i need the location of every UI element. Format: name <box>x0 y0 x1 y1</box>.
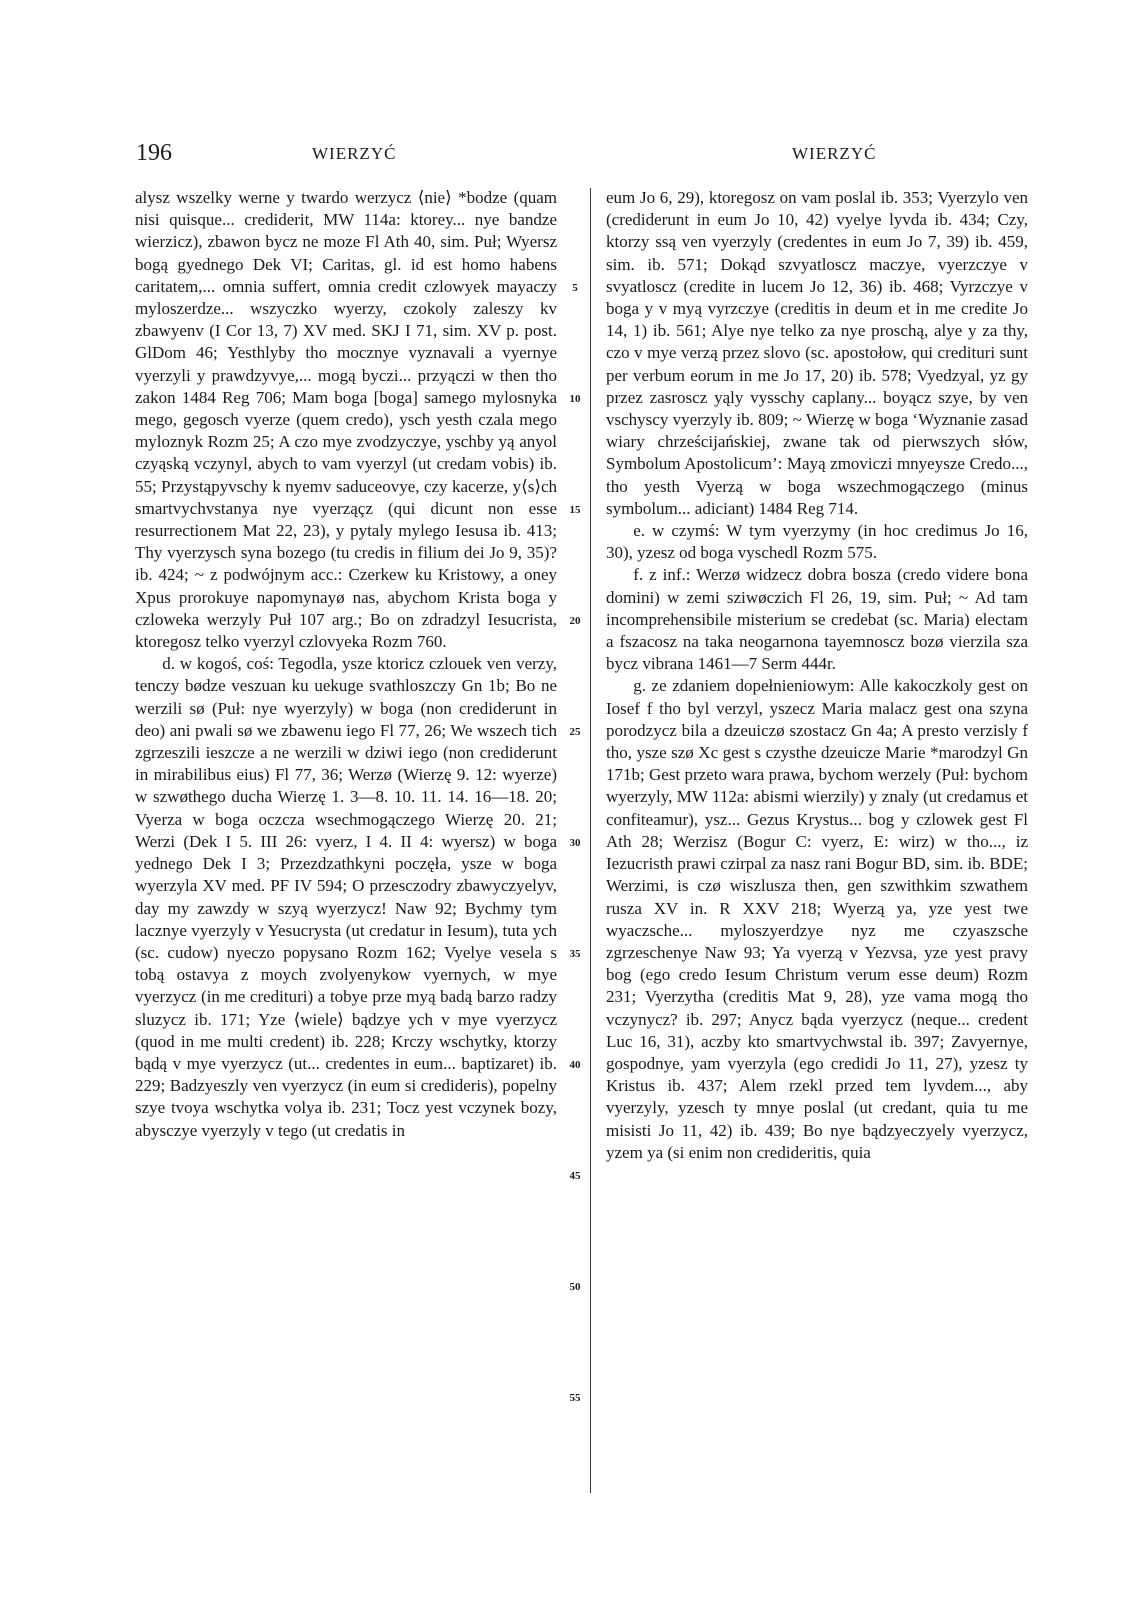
line-number: 55 <box>569 1392 581 1404</box>
right-paragraph: e. w czymś: W tym vyerzymy (in hoc credimus Jo 16, 30), yzesz od boga vyschedl Rozm 575. <box>606 521 1028 563</box>
line-numbers <box>565 187 589 1497</box>
right-paragraph: eum Jo 6, 29), ktoregosz on vam poslal ib. 353; Vyerzylo ven (crediderunt in eum Jo 10, 42) vyelye lyvda ib. 434; Czy, ktorzy ssą ven vyerzyly (credentes in eum Jo 7, 39) ib. 459, sim. ib. 571; Dokąd szvyatloscz maczye, vyerzczye v svyatloscz (credite in lucem Jo 12, 36) ib. 468; Vyrzczye v boga y v myą vyrzczye (creditis in deum et in me credite Jo 14, 1) ib. 561; Alye nye telko za nye proschą, alye y za thy, czo v mye verzą przez slovo (sc. apostołow, qui crediturі sunt per verbum eorum in me Jo 17, 20) ib. 578; Vyedzyal, yz gy przez zasroscz yąly vysschy caplany... boyącz szye, by ven vschyscy vyerzyly ib. 809; ~ Wierzę w boga ‘Wyznanie zasad wiary chrześcijańskiej, zwane tak od pierwszych słów, Symbolum Apostolicum’: Mayą zmoviczi mnyeysze Credo..., tho yesth Vyerzą w boga wszechmogączego (minus symbolum... adiciant) 1484 Reg 714. <box>606 188 1028 518</box>
line-number: 15 <box>569 504 581 516</box>
left-paragraph: d. w kogoś, coś: Tegodla, ysze ktoricz czlouek ven verzy, tenczy bødze veszuan ku uekuge svathloszczy Gn 1b; Bo ne werzili sø (Puł: nye wyerzyly) w boga (non crediderunt in deo) ani pwali sø we zbawenu iego Fl 77, 26; We wszech tich zgrzeszili ieszcze a ne werzili w dziwi iego (non crediderunt in mirabilibus eius) Fl 77, 36; Werzø (Wierzę 9. 12: wyerze) w szwøthego ducha Wierzę 1. 3—8. 10. 11. 14. 16—18. 20; Vyerza w boga oczcza wsechmogączego Wierzę 20. 21; Werzi (Dek I 5. III 26: vyerz, I 4. II 4: wyersz) w boga yednego Dek I 3; Przezdzathkyni poczęła, ysze w boga wyerzyla XV med. PF IV 594; O przesczodry zbawyczyelyv, day my zawzdy w szyą wyerzycz! Naw 92; Bychmy tym lacznye vyerzyly v Yesucrysta (ut credatur in Iesum), tuta ych (sc. cudow) nyeczo popysano Rozm 162; Vyelye vesela s tobą ostavya z moych zvolyenykow vyernych, w mye vyerzycz (in me crediturі) a tobye prze myą badą barzo radzy sluzycz ib. 171; Yze ⟨wiele⟩ bądzye ych v mye vyerzycz (quod in me multi credent) ib. 228; Krczy wschytky, ktorzy bądą v mye vyerzycz (ut... credentes in eum... baptizaret) ib. 229; Badzyeszly ven vyerzycz (in eum si credideris), popelny szye tvoya wschytka volya ib. 231; Tocz yest vczynek bozy, abysczye vyerzyly v tego (ut credatis in <box>135 654 557 1140</box>
line-number: 35 <box>569 948 581 960</box>
right-paragraph: f. z inf.: Werzø widzecz dobra bosza (credo videre bona domini) w zemi sziwøczich Fl 26, 19, sim. Puł; ~ Ad tam incomprehensibile misterium se credebat (sc. Maria) electam a fszacosz na taka neogarnona tayemnoscz bozø vierzila sza bycz vibrana 1461—7 Serm 444r. <box>606 565 1028 674</box>
line-number: 40 <box>569 1059 581 1071</box>
running-head-left: WIERZYĆ <box>312 144 397 163</box>
page-number: 196 <box>136 140 172 166</box>
line-number: 10 <box>569 393 581 405</box>
right-column <box>606 187 1028 1497</box>
line-number: 50 <box>569 1281 581 1293</box>
column-rule <box>590 188 591 1493</box>
right-paragraph: g. ze zdaniem dopełnieniowym: Alle kakoczkoly gest on Iosef f tho byl verzyl, yszecz Maria malacz gest ona szyna porodzycz bila a dzeuiczø szostacz Gn 4a; A presto verzisly f tho, ysze szø Xc gest s czysthe dzeuicze Marie *marodzyl Gn 171b; Gest przeto wara prawa, bychom werzely (Puł: bychom wyerzyly, MW 112a: abismi wierzily) y znaly (ut credamus et confiteamur), ysz... Gezus Krystus... bog y czlowek gest Fl Ath 28; Werzisz (Bogur C: vyerz, E: wirz) w tho..., iz Iezucristh prawi czirpal za nasz rani Bogur BD, sim. ib. BDE; Werzimi, is czø wiszlusza then, gen szwithkim szwathem rusza XV in. R XXV 218; Wyerzą ya, yze yest twe wyaczsche... myloszyerdzye nyz me czyaszsche zgrzeschenye Naw 93; Ya vyerzą v Yezvsa, yze yest pravy bog (ego credo Iesum Christum verum esse deum) Rozm 231; Vyerzytha (creditis Mat 9, 28), yze vama mogą tho vczynycz? ib. 297; Anycz bąda vyerzycz (neque... credent Luc 16, 31), aczby kto smartvychwstal ib. 397; Zavyernye, gospodnye, yam vyerzyla (ego credidi Jo 11, 27), yzesz ty Kristus ib. 437; Alem rzekl przed tem lyvdem..., aby vyerzyly, yzesch ty mnye poslal (ut credant, quia tu me misisti Jo 11, 42) ib. 439; Bo nye bądzyeczyely vyerzycz, yzem ya (si enim non credideritis, quia <box>606 676 1028 1162</box>
line-number: 45 <box>569 1170 581 1182</box>
left-column <box>135 187 557 1497</box>
line-number: 30 <box>569 837 581 849</box>
line-number: 5 <box>572 282 578 294</box>
left-paragraph: alysz wszelky werne y twardo werzycz ⟨nie⟩ *bodze (quam nisi quisque... crediderit, MW 114a: ktorey... nye bandze wierzicz), zbawon bycz ne moze Fl Ath 40, sim. Puł; Wyersz bogą gyednego Dek VI; Caritas, gl. id est homo habens caritatem,... omnia suffert, omnia credit czlowyek mayaczy myloszerdze... wszyczko wyerzy, czokoly zaleszy kv zbawyenv (I Cor 13, 7) XV med. SKJ I 71, sim. XV p. post. GlDom 46; Yesthlyby tho mocznye vyznavali a vyernye vyerzyli y prawdzyvye,... mogą byczi... przyączi w then tho zakon 1484 Reg 706; Mam boga [boga] samego mylosnyka mego, gegosch vyerze (quem credo), ysch yesth czala mego myloznyk Rozm 25; A czo mye zvodzyczye, yschby yą anyol czyąską vczynyl, abych to vam vyerzyl (ut credam vobis) ib. 55; Przystąpyvschy k nyemv saduceovye, czy kacerze, y⟨s⟩ch smartvychvstanya nye vyerząçz (qui dicunt non esse resurrectionem Mat 22, 23), y pytaly mylego Iesusa ib. 413; Thy vyerzysch syna bozego (tu credis in filium dei Jo 9, 35)? ib. 424; ~ z podwójnym acc.: Czerkew ku Kristowy, a oney Xpus prorokuye napomynayø nas, abychom Krista boga y czloweka werzyly Puł 107 arg.; Bo on zdradzyl Iesucrista, ktoregosz telko vyerzyl czlovyeka Rozm 760. <box>135 188 557 652</box>
running-head-right: WIERZYĆ <box>792 144 877 163</box>
line-number: 20 <box>569 615 581 627</box>
line-number: 25 <box>569 726 581 738</box>
